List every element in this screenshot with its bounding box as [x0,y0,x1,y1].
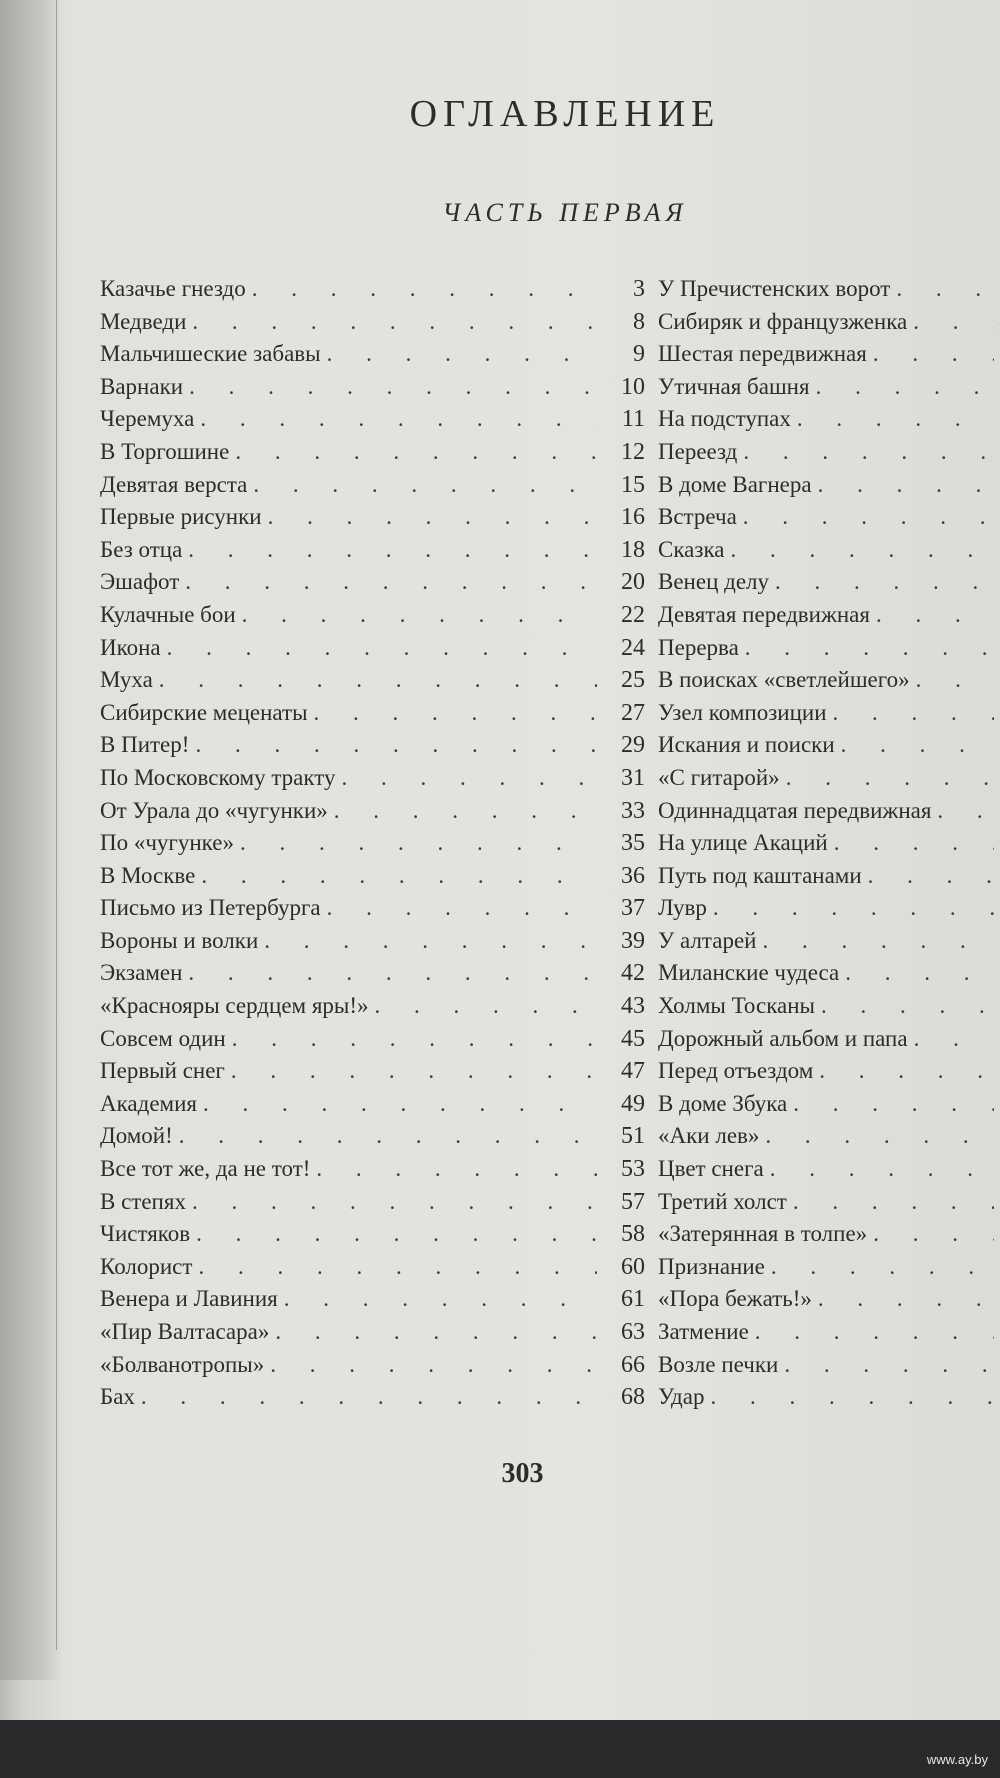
toc-entry [658,798,1000,831]
toc-entry [658,1286,1000,1319]
dot-leader [731,537,995,563]
dot-leader [818,1286,994,1312]
entry-page-number: 61 [621,1286,645,1313]
dot-leader [252,276,597,302]
dot-leader [762,928,994,954]
dot-leader [873,1221,994,1247]
dot-leader [316,1156,597,1182]
dot-leader [913,309,994,335]
toc-entry [100,765,645,798]
dot-leader [845,960,994,986]
toc-entry [100,960,645,993]
entry-title: Колорист [100,1253,193,1279]
dot-leader [192,1189,597,1215]
entry-page-number: 9 [633,341,645,368]
entry-title: Икона [100,634,161,660]
entry-page-number: 8 [633,308,645,335]
toc-entry [100,798,645,831]
dot-leader [797,406,994,432]
dot-leader [342,765,598,791]
toc-entry [658,667,1000,700]
toc-entry [658,928,1000,961]
toc-entry [658,1319,1000,1352]
dot-leader [270,1352,597,1378]
entry-title: Сибиряк и французженка [658,308,908,334]
entry-title: Домой! [100,1123,173,1149]
entry-page-number: 15 [621,471,645,498]
entry-page-number: 39 [621,927,645,954]
entry-title: В доме Збука [658,1090,788,1116]
entry-title: Цвет снега [658,1156,764,1182]
entry-title: Дорожный альбом и папа [658,1025,908,1051]
dot-leader [834,830,994,856]
toc-entry [658,537,1000,570]
toc-entry [100,635,645,668]
dot-leader [275,1319,597,1345]
entry-page-number: 58 [621,1221,645,1248]
dot-leader [816,374,994,400]
entry-page-number: 11 [621,406,645,433]
toc-entry [658,1026,1000,1059]
entry-title: Письмо из Петербурга [100,895,321,921]
entry-page-number: 66 [621,1351,645,1378]
toc-entry [100,1123,645,1156]
entry-title: Перерва [658,634,739,660]
dot-leader [873,341,994,367]
entry-page-number: 68 [621,1384,645,1411]
entry-page-number: 37 [621,895,645,922]
toc-entry [100,1091,645,1124]
entry-title: Вороны и волки [100,927,259,953]
entry-title: По Московскому тракту [100,764,336,790]
entry-title: «Пир Валтасара» [100,1319,270,1344]
dot-leader [755,1319,994,1345]
entry-title: У алтарей [658,927,757,953]
toc-entry [100,700,645,733]
toc-entry [100,276,645,309]
toc-entry [658,1352,1000,1385]
toc-entry [658,472,1000,505]
toc-entry [658,765,1000,798]
entry-title: Академия [100,1090,197,1116]
dot-leader [786,765,994,791]
dot-leader [253,472,597,498]
toc-entry [100,602,645,635]
toc-entry [100,667,645,700]
dot-leader [745,635,994,661]
dot-leader [195,732,597,758]
dot-leader [793,1189,994,1215]
entry-title: «Аки лев» [658,1123,760,1149]
dot-leader [235,439,597,465]
toc-entry [100,1286,645,1319]
toc-entry [100,1026,645,1059]
entry-title: Муха [100,667,153,693]
dot-leader [784,1352,994,1378]
section-heading: ЧАСТЬ ПЕРВАЯ [442,198,688,227]
entry-title: Узел композиции [658,699,827,725]
toc-entry [100,1384,645,1417]
entry-page-number: 18 [621,536,645,563]
entry-page-number: 24 [621,634,645,661]
entry-title: Сибирские меценаты [100,699,308,725]
dot-leader [841,732,994,758]
entry-page-number: 25 [621,667,645,694]
entry-title: Одиннадцатая передвижная [658,797,932,823]
dot-leader [916,667,994,693]
entry-page-number: 43 [621,993,645,1020]
dot-leader [242,602,597,628]
entry-title: Девятая верста [100,471,248,497]
entry-title: Шестая передвижная [658,341,867,367]
dot-leader [327,895,597,921]
dot-leader [189,374,597,400]
toc-entry [100,1189,645,1222]
watermark: www.ay.by [926,1752,988,1767]
entry-title: Признание [658,1253,765,1279]
entry-title: На улице Акаций [658,830,828,856]
dot-leader [141,1384,597,1410]
entry-page-number: 42 [621,960,645,987]
toc-left-column [100,276,645,1417]
entry-title: По «чугунке» [100,830,234,856]
toc-entry [100,1319,645,1352]
page-number: 303 [501,1458,544,1489]
dot-leader [743,439,994,465]
toc-entry [658,374,1000,407]
toc-entry [658,830,1000,863]
entry-title: Первый снег [100,1058,225,1084]
toc-entry [100,1352,645,1385]
entry-page-number: 36 [621,862,645,889]
entry-title: Кулачные бои [100,601,236,627]
entry-page-number: 57 [621,1188,645,1215]
toc-entry [100,439,645,472]
dot-leader [327,341,597,367]
entry-title: От Урала до «чугунки» [100,797,328,823]
entry-title: Путь под каштанами [658,862,862,888]
dot-leader [775,569,994,595]
dot-leader [876,602,994,628]
entry-title: Переезд [658,438,738,464]
toc-entry [658,276,1000,309]
entry-title: Удар [658,1384,705,1410]
dot-leader [231,1058,597,1084]
toc-entry [658,895,1000,928]
toc-entry [658,1058,1000,1091]
entry-title: «С гитарой» [658,764,780,790]
entry-title: Варнаки [100,373,184,399]
entry-page-number: 45 [621,1025,645,1052]
toc-entry [658,504,1000,537]
dot-leader [196,1221,597,1247]
dot-leader [868,863,994,889]
toc-entry [658,1189,1000,1222]
entry-title: В поисках «светлейшего» [658,667,910,693]
toc-right-column [658,276,1000,1417]
toc-entry [658,635,1000,668]
toc-entry [100,504,645,537]
toc-entry [658,569,1000,602]
entry-title: Все тот же, да не тот! [100,1156,311,1182]
entry-title: Холмы Тосканы [658,993,815,1019]
entry-page-number: 35 [621,830,645,857]
dot-leader [159,667,597,693]
toc-entry [658,1254,1000,1287]
entry-title: Без отца [100,536,183,562]
dot-leader [314,700,597,726]
toc-entry [658,1123,1000,1156]
toc-entry [100,895,645,928]
dot-leader [833,700,994,726]
dot-leader [713,895,994,921]
entry-title: Миланские чудеса [658,960,840,986]
entry-title: Девятая передвижная [658,601,870,627]
dot-leader [240,830,597,856]
entry-title: «Краснояры сердцем яры!» [100,993,369,1019]
entry-title: «Затерянная в толпе» [658,1221,868,1247]
dot-leader [896,276,994,302]
toc-entry [658,439,1000,472]
entry-page-number: 53 [621,1156,645,1183]
entry-title: Первые рисунки [100,504,262,530]
dot-leader [198,1254,597,1280]
entry-title: В Москве [100,862,196,888]
toc-entry [100,309,645,342]
dot-leader [185,569,597,595]
dot-leader [179,1123,597,1149]
entry-page-number: 12 [621,438,645,465]
dot-leader [710,1384,994,1410]
entry-page-number: 10 [621,373,645,400]
entry-title: Встреча [658,504,737,530]
dot-leader [771,1254,994,1280]
toc-entry [100,1254,645,1287]
dot-leader [770,1156,994,1182]
entry-title: Третий холст [658,1188,787,1214]
gutter-edge [56,0,57,1650]
dot-leader [200,406,597,432]
dot-leader [188,960,597,986]
dot-leader [821,993,994,1019]
toc-entry [658,863,1000,896]
entry-page-number: 29 [621,732,645,759]
toc-entry [658,1384,1000,1417]
toc-entry [658,309,1000,342]
toc-entry [658,341,1000,374]
toc-entry [658,960,1000,993]
entry-title: В Питер! [100,732,190,758]
toc-entry [100,863,645,896]
dot-leader [232,1026,597,1052]
toc-entry [100,406,645,439]
dot-leader [268,504,597,530]
book-spine-shadow [0,0,62,1680]
entry-title: У Пречистенских ворот [658,276,891,301]
toc-entry [658,1221,1000,1254]
entry-title: Утичная башня [658,373,810,399]
entry-title: Перед отъездом [658,1058,814,1084]
toc-entry [658,700,1000,733]
dot-leader [334,798,597,824]
entry-title: «Болванотропы» [100,1351,265,1377]
entry-page-number: 3 [633,276,645,302]
entry-page-number: 20 [621,569,645,596]
entry-page-number: 31 [621,764,645,791]
dot-leader [284,1286,597,1312]
dot-leader [818,472,994,498]
dot-leader [765,1123,994,1149]
toc-entry [658,406,1000,439]
toc-entry [100,1058,645,1091]
entry-title: Чистяков [100,1221,191,1247]
toc-entry [100,537,645,570]
entry-title: Эшафот [100,569,180,595]
entry-title: Казачье гнездо [100,276,246,301]
entry-title: Медведи [100,308,187,334]
toc-entry [100,1156,645,1189]
entry-page-number: 16 [621,504,645,531]
entry-title: Черемуха [100,406,195,432]
toc-entry [100,830,645,863]
toc-entry [100,569,645,602]
entry-page-number: 27 [621,699,645,726]
entry-title: Мальчишеские забавы [100,341,321,367]
dot-leader [203,1091,597,1117]
entry-page-number: 60 [621,1253,645,1280]
entry-title: Сказка [658,536,725,562]
toc-entry [658,993,1000,1026]
dot-leader [819,1058,994,1084]
dot-leader [167,635,597,661]
dot-leader [914,1026,994,1052]
dot-leader [937,798,994,824]
toc-entry [100,732,645,765]
toc-entry [100,928,645,961]
entry-title: Бах [100,1384,135,1410]
toc-entry [100,341,645,374]
entry-title: Затмение [658,1319,749,1344]
entry-title: Экзамен [100,960,183,986]
toc-entry [658,602,1000,635]
entry-title: На подступах [658,406,791,432]
entry-title: Венера и Лавиния [100,1286,278,1312]
entry-title: Лувр [658,895,707,921]
entry-title: Совсем один [100,1025,226,1051]
entry-title: Венец делу [658,569,770,595]
entry-title: «Пора бежать!» [658,1286,812,1312]
entry-page-number: 33 [621,797,645,824]
entry-page-number: 49 [621,1090,645,1117]
entry-title: Возле печки [658,1351,779,1377]
toc-entry [100,993,645,1026]
toc-entry [658,1156,1000,1189]
dot-leader [201,863,597,889]
dot-leader [188,537,597,563]
entry-title: В Торгошине [100,438,230,464]
toc-heading: ОГЛАВЛЕНИЕ [409,93,721,135]
toc-entry [100,472,645,505]
dot-leader [192,309,597,335]
entry-page-number: 47 [621,1058,645,1085]
dot-leader [375,993,597,1019]
toc-entry [100,1221,645,1254]
entry-title: В доме Вагнера [658,471,812,497]
toc-entry [100,374,645,407]
dot-leader [264,928,597,954]
dot-leader [793,1091,994,1117]
entry-page-number: 63 [621,1319,645,1345]
entry-title: В степях [100,1188,186,1214]
entry-page-number: 22 [621,601,645,628]
entry-page-number: 51 [621,1123,645,1150]
toc-entry [658,1091,1000,1124]
dot-leader [743,504,994,530]
toc-entry [658,732,1000,765]
entry-title: Искания и поиски [658,732,835,758]
